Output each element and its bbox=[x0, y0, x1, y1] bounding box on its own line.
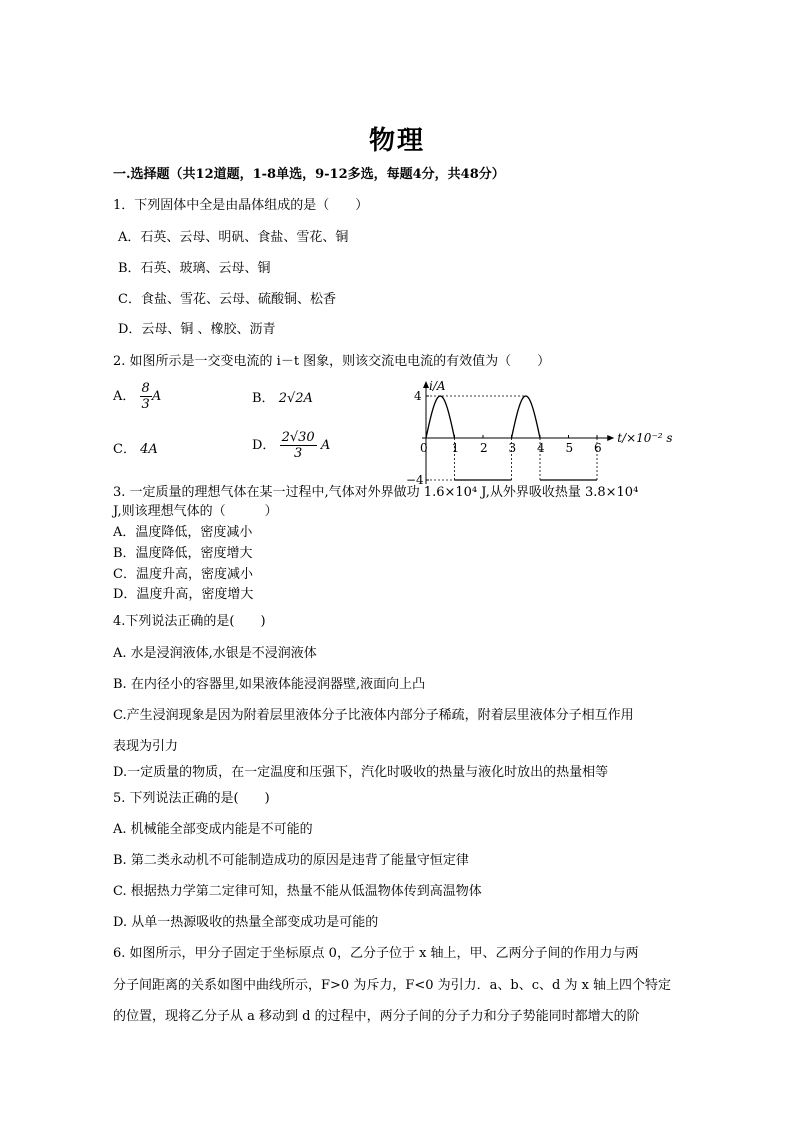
q4-option-d: D.一定质量的物质，在一定温度和压强下，汽化时吸收的热量与液化时放出的热量相等 bbox=[113, 765, 609, 780]
q5-option-c: C. 根据热力学第二定律可知，热量不能从低温物体传到高温物体 bbox=[113, 884, 482, 899]
q1-option-b: B．石英、玻璃、云母、铜 bbox=[118, 261, 271, 276]
q5-option-d: D. 从单一热源吸收的热量全部变成功是可能的 bbox=[113, 915, 379, 930]
section-heading: 一.选择题（共12道题，1-8单选，9-12多选，每题4分，共48分） bbox=[113, 167, 505, 182]
q2-option-b-value: 2√2A bbox=[278, 391, 313, 406]
q1-option-d: D．云母、铜 、橡胶、沥青 bbox=[118, 322, 276, 337]
q3-option-b: B．温度降低，密度增大 bbox=[113, 546, 253, 561]
q5-option-a: A. 机械能全部变成内能是不可能的 bbox=[113, 822, 313, 837]
q2-option-a-label: A． bbox=[113, 389, 136, 404]
q6-stem-line1: 6. 如图所示，甲分子固定于坐标原点 0，乙分子位于 x 轴上，甲、乙两分子间的作用力与两 bbox=[113, 946, 639, 961]
q2-stem: 2. 如图所示是一交变电流的 i－t 图象，则该交流电电流的有效值为（ ） bbox=[113, 354, 551, 369]
x-axis-label: t/×10⁻² s bbox=[617, 431, 673, 445]
q2-option-c-label: C． bbox=[113, 442, 136, 457]
q5-stem: 5. 下列说法正确的是( ) bbox=[113, 791, 270, 806]
x-tick-label-5: 5 bbox=[565, 441, 574, 455]
q2-option-b bbox=[252, 391, 313, 407]
current-curve-segment-2 bbox=[512, 396, 541, 438]
y-axis-label: i/A bbox=[429, 379, 446, 393]
y-tick-label-4: 4 bbox=[414, 389, 422, 403]
x-tick-label-2: 2 bbox=[480, 441, 488, 455]
q2-option-a-fraction bbox=[140, 381, 152, 412]
q2-option-c-value: 4A bbox=[140, 442, 158, 457]
q3-option-a: A．温度降低，密度减小 bbox=[113, 525, 253, 540]
x-tick-label-1: 1 bbox=[451, 441, 460, 455]
q2-option-d-numerator: 2√30 bbox=[281, 430, 315, 445]
q3-stem-line1: 3. 一定质量的理想气体在某一过程中,气体对外界做功 1.6×10⁴ J,从外界吸收热量 3.8×10⁴ bbox=[113, 485, 639, 500]
q2-option-d-fraction bbox=[280, 430, 317, 461]
q3-option-d: D．温度升高，密度增大 bbox=[113, 587, 254, 602]
q4-option-b: B. 在内径小的容器里,如果液体能浸润器壁,液面向上凸 bbox=[113, 677, 426, 692]
q2-option-b-label: B． bbox=[252, 391, 275, 406]
q2-option-a-denominator: 3 bbox=[141, 397, 150, 412]
q2-option-d-unit: A bbox=[320, 438, 331, 453]
x-axis-arrow bbox=[607, 435, 614, 441]
y-tick-label-neg4: −4 bbox=[406, 473, 424, 487]
q1-option-a: A．石英、云母、明矾、食盐、雪花、铜 bbox=[118, 230, 349, 245]
q2-option-d bbox=[252, 430, 330, 461]
q6-stem-line3: 的位置，现将乙分子从 a 移动到 d 的过程中，两分子间的分子力和分子势能同时都增大的阶 bbox=[113, 1009, 640, 1024]
q2-option-a-numerator: 8 bbox=[141, 381, 150, 396]
q1-stem: 1．下列固体中全是由晶体组成的是（ ） bbox=[113, 198, 369, 213]
q2-option-a-unit: A bbox=[151, 389, 162, 404]
x-tick-label-6: 6 bbox=[594, 441, 602, 455]
q3-stem-line2: J,则该理想气体的（ ） bbox=[113, 504, 278, 519]
q6-stem-line2: 分子间距离的关系如图中曲线所示，F>0 为斥力，F<0 为引力．a、b、c、d 为 x 轴上四个特定 bbox=[113, 978, 672, 993]
q4-option-c-line2: 表现为引力 bbox=[113, 739, 179, 754]
page-title: 物理 bbox=[368, 126, 425, 156]
q1-option-c: C．食盐、雪花、云母、硫酸铜、松香 bbox=[118, 292, 336, 307]
q2-option-d-label: D． bbox=[252, 438, 276, 453]
q3-option-c: C．温度升高，密度减小 bbox=[113, 567, 253, 582]
current-time-graph bbox=[396, 376, 686, 487]
q4-stem: 4.下列说法正确的是( ) bbox=[113, 614, 266, 629]
x-tick-label-3: 3 bbox=[508, 441, 517, 455]
q2-option-a bbox=[113, 381, 161, 412]
q4-option-c-line1: C.产生浸润现象是因为附着层里液体分子比液体内部分子稀疏，附着层里液体分子相互作用 bbox=[113, 708, 634, 723]
q2-option-d-denominator: 3 bbox=[293, 446, 303, 461]
q2-option-c bbox=[113, 442, 158, 458]
x-tick-label-0: 0 bbox=[420, 441, 428, 455]
q4-option-a: A. 水是浸润液体,水银是不浸润液体 bbox=[113, 646, 317, 661]
q5-option-b: B. 第二类永动机不可能制造成功的原因是违背了能量守恒定律 bbox=[113, 853, 469, 868]
x-tick-label-4: 4 bbox=[537, 441, 545, 455]
current-curve-segment-0 bbox=[426, 396, 455, 438]
